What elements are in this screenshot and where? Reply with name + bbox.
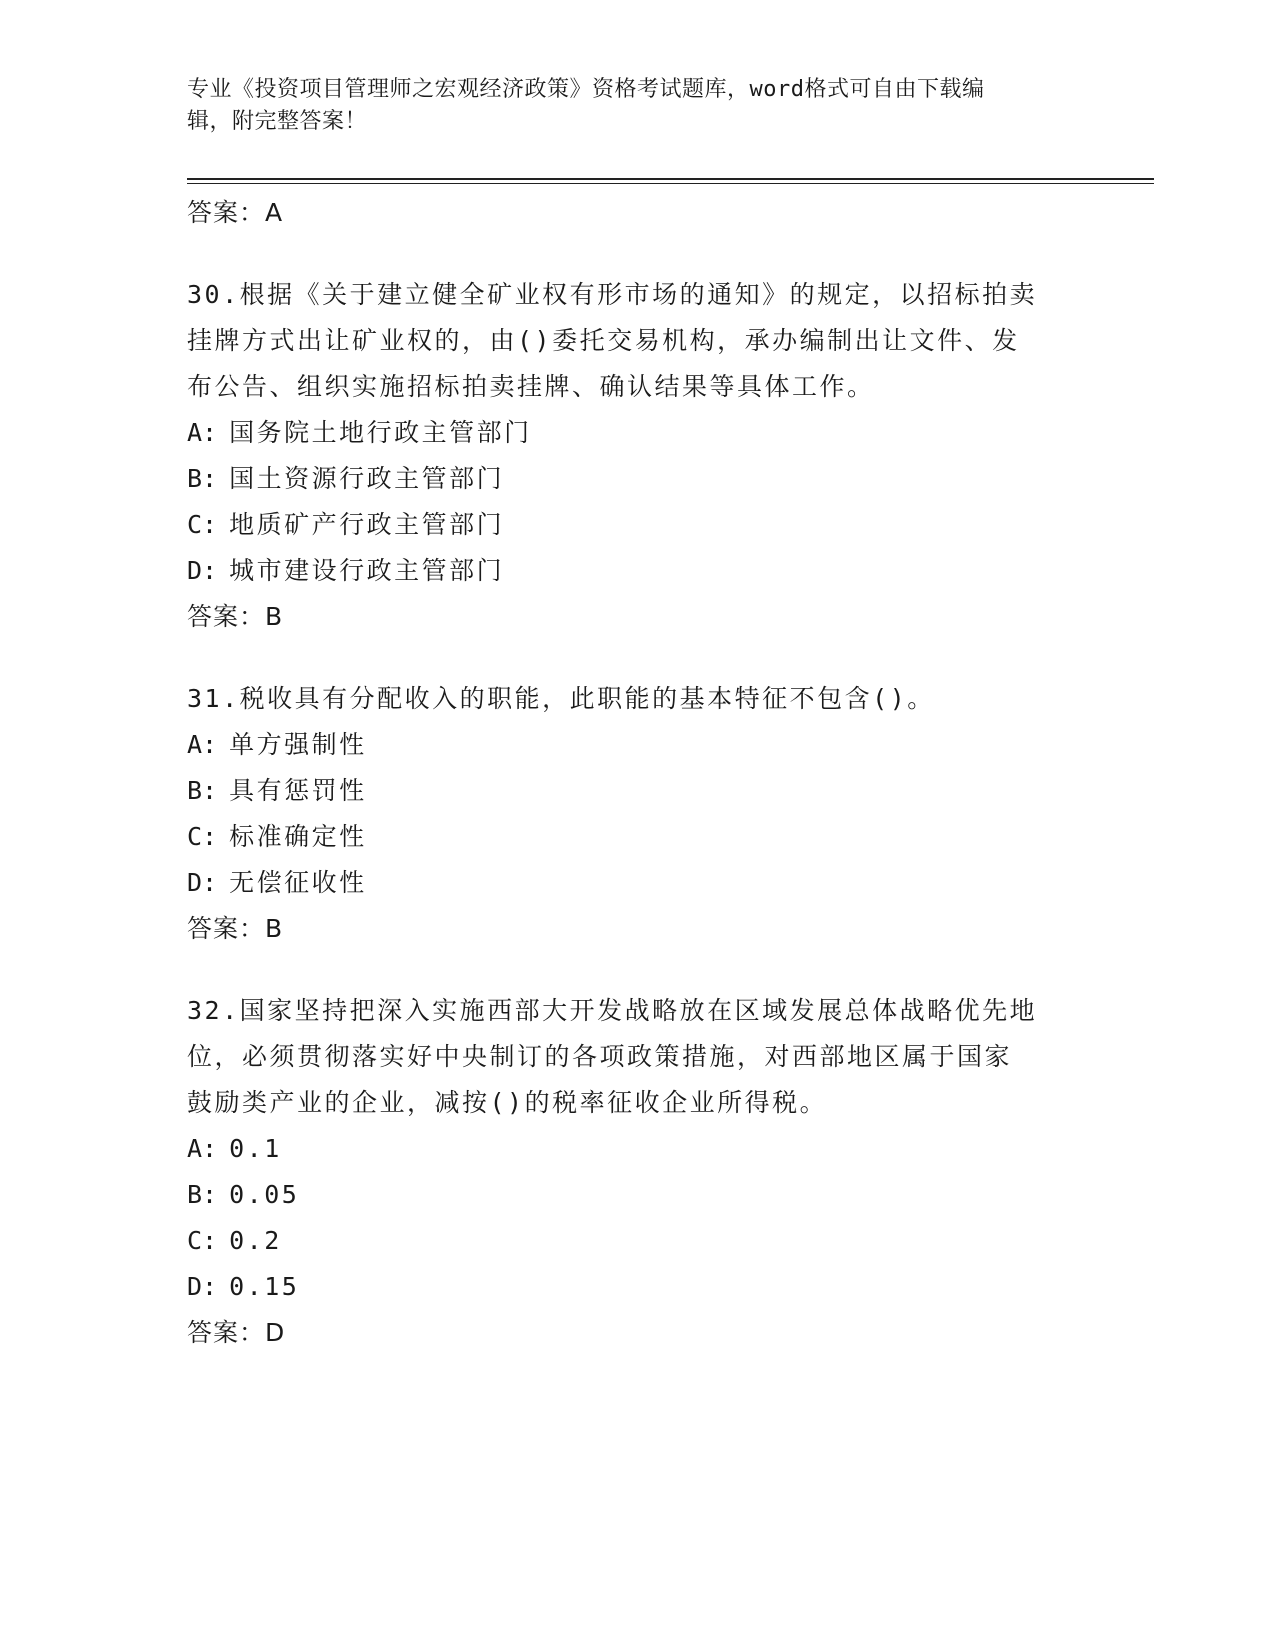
option-key: A: <box>187 730 218 759</box>
option-b <box>187 456 1087 502</box>
question-32 <box>187 988 1087 1356</box>
option-c <box>187 814 1087 860</box>
option-d <box>187 548 1087 594</box>
option-text: 城市建设行政主管部门 <box>229 556 505 585</box>
option-d <box>187 860 1087 906</box>
option-key: B: <box>187 464 218 493</box>
option-text: 国土资源行政主管部门 <box>229 464 505 493</box>
document-header <box>187 74 1067 138</box>
header-line-2: 辑，附完整答案！ <box>187 109 368 134</box>
option-key: A: <box>187 1134 218 1163</box>
question-31 <box>187 676 1087 952</box>
option-text: 0.15 <box>229 1272 300 1301</box>
option-key: D: <box>187 1272 218 1301</box>
option-key: C: <box>187 510 218 539</box>
previous-answer: 答案：A <box>187 198 284 227</box>
option-text: 单方强制性 <box>229 730 367 759</box>
option-key: C: <box>187 1226 218 1255</box>
option-key: D: <box>187 868 218 897</box>
option-b <box>187 768 1087 814</box>
answer-line: 答案：D <box>187 1318 286 1347</box>
option-key: D: <box>187 556 218 585</box>
question-stem-line: 32.国家坚持把深入实施西部大开发战略放在区域发展总体战略优先地 <box>187 996 1038 1025</box>
header-line-1: 专业《投资项目管理师之宏观经济政策》资格考试题库，word格式可自由下载编 <box>187 77 985 102</box>
option-key: B: <box>187 776 218 805</box>
option-c <box>187 1218 1087 1264</box>
option-text: 国务院土地行政主管部门 <box>229 418 532 447</box>
option-key: A: <box>187 418 218 447</box>
option-a <box>187 722 1087 768</box>
option-text: 具有惩罚性 <box>229 776 367 805</box>
header-divider-thin <box>187 183 1154 184</box>
option-text: 0.1 <box>229 1134 282 1163</box>
option-text: 地质矿产行政主管部门 <box>229 510 505 539</box>
question-list <box>187 190 1087 1356</box>
question-stem-line: 挂牌方式出让矿业权的，由()委托交易机构，承办编制出让文件、发 <box>187 326 1020 355</box>
header-divider-thick <box>187 178 1154 180</box>
option-d <box>187 1264 1087 1310</box>
answer-line: 答案：B <box>187 602 284 631</box>
option-key: C: <box>187 822 218 851</box>
option-text: 标准确定性 <box>229 822 367 851</box>
answer-line: 答案：B <box>187 914 284 943</box>
option-text: 0.05 <box>229 1180 300 1209</box>
option-a <box>187 410 1087 456</box>
question-stem-line: 30.根据《关于建立健全矿业权有形市场的通知》的规定，以招标拍卖 <box>187 280 1038 309</box>
question-30 <box>187 272 1087 640</box>
option-b <box>187 1172 1087 1218</box>
option-key: B: <box>187 1180 218 1209</box>
question-stem-line: 31.税收具有分配收入的职能，此职能的基本特征不包含()。 <box>187 684 935 713</box>
question-stem-line: 位，必须贯彻落实好中央制订的各项政策措施，对西部地区属于国家 <box>187 1042 1013 1071</box>
question-stem-line: 鼓励类产业的企业，减按()的税率征收企业所得税。 <box>187 1088 828 1117</box>
option-text: 无偿征收性 <box>229 868 367 897</box>
option-c <box>187 502 1087 548</box>
question-stem-line: 布公告、组织实施招标拍卖挂牌、确认结果等具体工作。 <box>187 372 875 401</box>
option-a <box>187 1126 1087 1172</box>
option-text: 0.2 <box>229 1226 282 1255</box>
